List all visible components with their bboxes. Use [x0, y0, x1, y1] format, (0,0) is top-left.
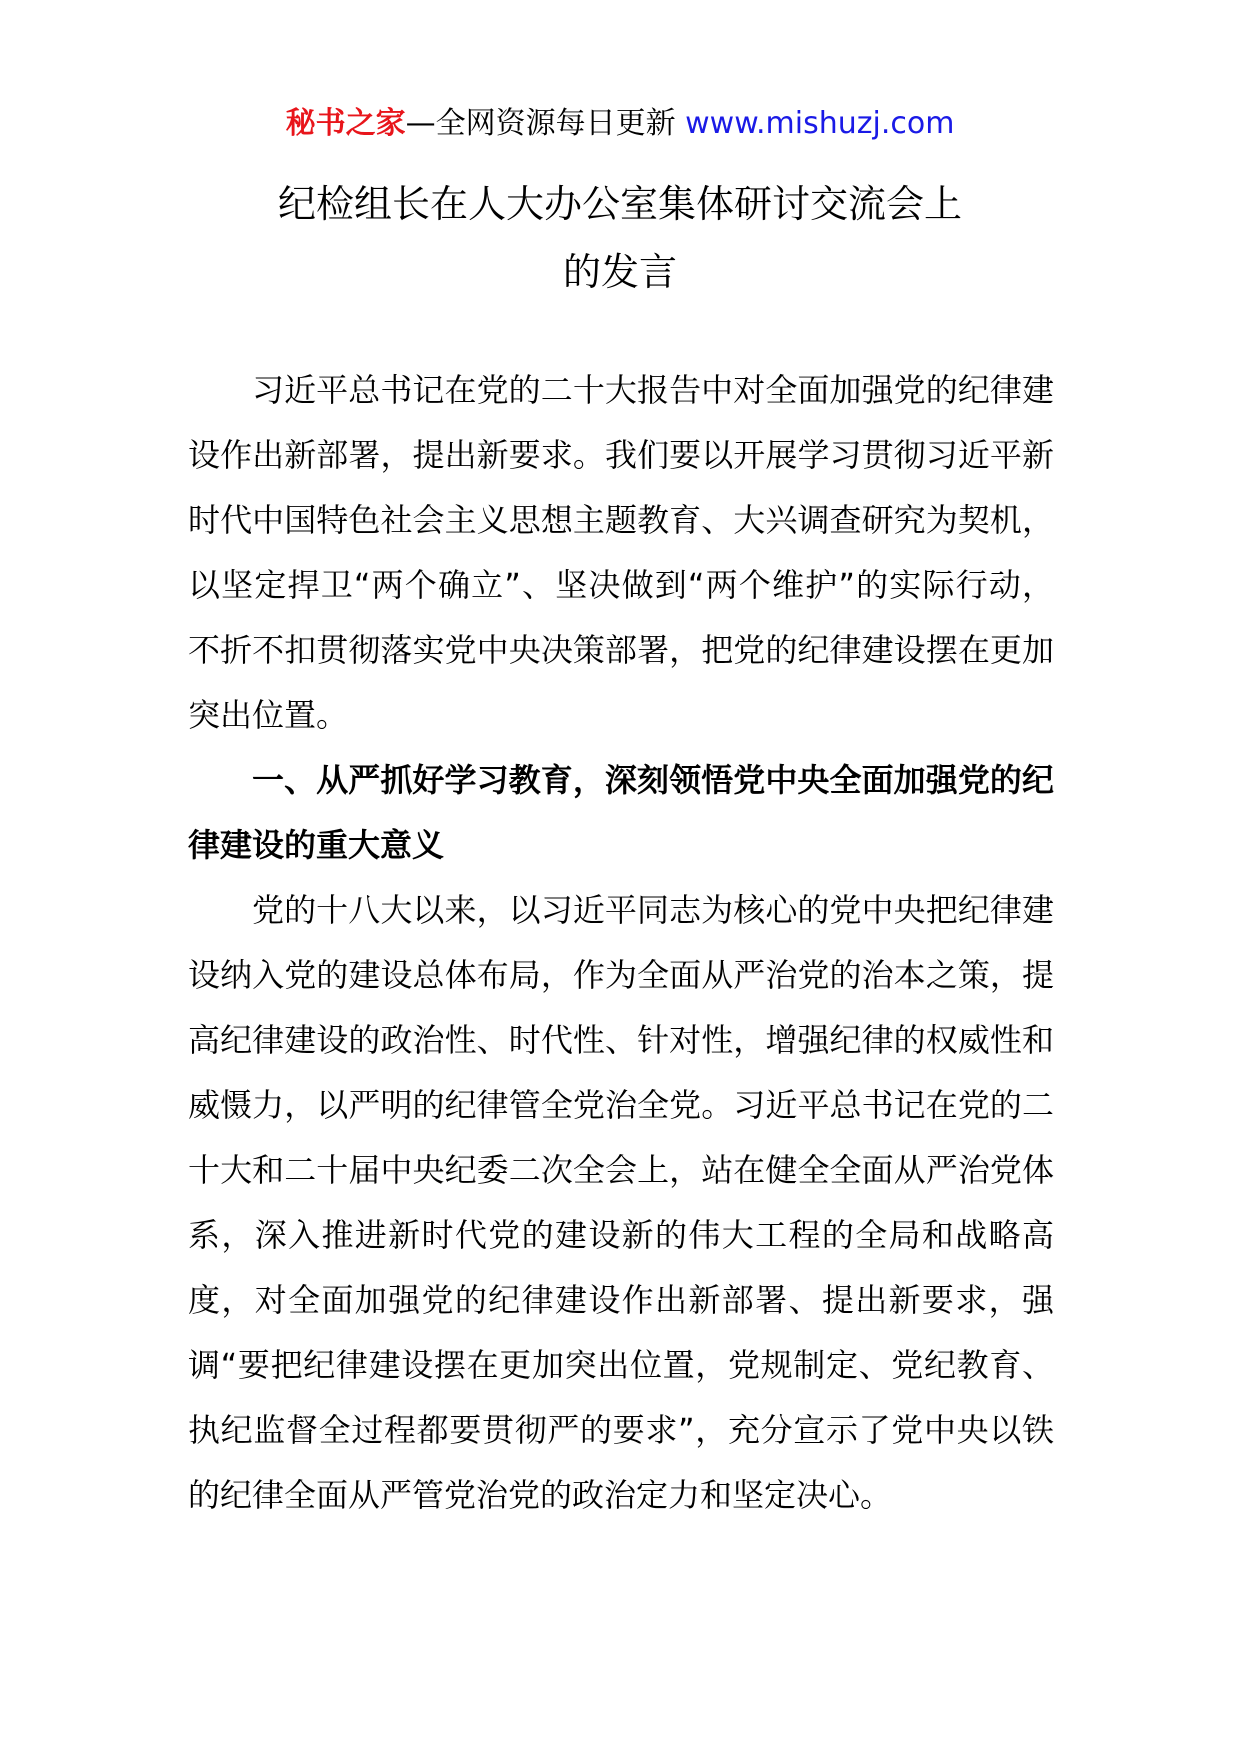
document-title — [0, 170, 1240, 306]
site-tagline: —全网资源每日更新 — [405, 106, 686, 141]
section-heading-1: 一、从严抓好学习教育，深刻领悟党中央全面加强党的纪律建设的重大意义 — [188, 761, 1054, 864]
site-header — [0, 104, 1240, 144]
document-body — [188, 358, 1054, 1528]
site-url-link[interactable]: www.mishuzj.com — [685, 106, 955, 141]
document-title-line-2: 的发言 — [562, 250, 677, 294]
body-paragraph-intro: 习近平总书记在党的二十大报告中对全面加强党的纪律建设作出新部署，提出新要求。我们要以开展学习贯彻习近平新时代中国特色社会主义思想主题教育、大兴调查研究为契机，以坚定捍卫“两个确立”、坚决做到“两个维护”的实际行动，不折不扣贯彻落实党中央决策部署，把党的纪律建设摆在更加突出位置。 — [188, 371, 1054, 734]
site-name: 秘书之家 — [285, 106, 406, 141]
document-title-line-1: 纪检组长在人大办公室集体研讨交流会上 — [277, 182, 962, 226]
body-paragraph-section-1: 党的十八大以来，以习近平同志为核心的党中央把纪律建设纳入党的建设总体布局，作为全面从严治党的治本之策，提高纪律建设的政治性、时代性、针对性，增强纪律的权威性和威慑力，以严明的纪律管全党治全党。习近平总书记在党的二十大和二十届中央纪委二次全会上，站在健全全面从严治党体系，深入推进新时代党的建设新的伟大工程的全局和战略高度，对全面加强党的纪律建设作出新部署、提出新要求，强调“要把纪律建设摆在更加突出位置，党规制定、党纪教育、执纪监督全过程都要贯彻严的要求”，充分宣示了党中央以铁的纪律全面从严管党治党的政治定力和坚定决心。 — [188, 891, 1054, 1514]
